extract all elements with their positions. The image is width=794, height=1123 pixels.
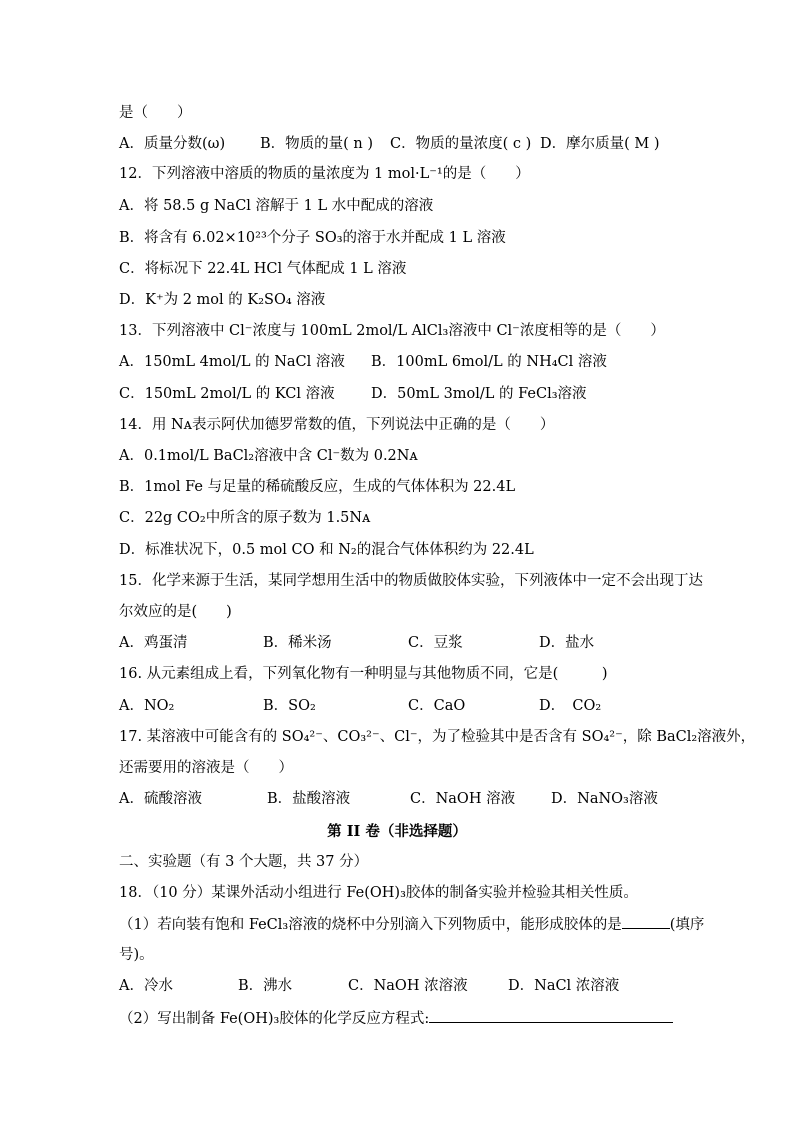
q15-option-a: A．鸡蛋清 xyxy=(119,635,188,651)
q13-stem: 13．下列溶液中 Cl⁻浓度与 100mL 2mol/L AlCl₃溶液中 Cl⁻浓度相等的是（ ） xyxy=(119,323,665,339)
q11-option-c: C．物质的量浓度( c ) xyxy=(390,136,532,152)
q14-option-a: A．0.1mol/L BaCl₂溶液中含 Cl⁻数为 0.2Nᴀ xyxy=(119,448,418,464)
q14-option-b: B．1mol Fe 与足量的稀硫酸反应，生成的气体体积为 22.4L xyxy=(119,479,516,495)
q18-sub2-text: （2）写出制备 Fe(OH)₃胶体的化学反应方程式: xyxy=(119,1011,430,1027)
q15-continuation: 尔效应的是( ) xyxy=(119,604,232,620)
q18-sub2 xyxy=(119,1008,673,1029)
q18-stem: 18．（10 分）某课外活动小组进行 Fe(OH)₃胶体的制备实验并检验其相关性质。 xyxy=(119,885,638,901)
q17-option-b: B．盐酸溶液 xyxy=(267,791,351,807)
q17-continuation: 还需要用的溶液是（ ） xyxy=(119,760,293,776)
q18-option-c: C．NaOH 浓溶液 xyxy=(348,978,468,994)
q15-option-b: B．稀米汤 xyxy=(263,635,332,651)
q18-sub1-blank[interactable] xyxy=(622,914,670,929)
section-title: 第 II 卷（非选择题） xyxy=(327,823,467,840)
q15-stem: 15．化学来源于生活，某同学想用生活中的物质做胶体实验，下列液体中一定不会出现丁达 xyxy=(119,573,703,589)
q14-stem: 14．用 Nᴀ表示阿伏加德罗常数的值，下列说法中正确的是（ ） xyxy=(119,417,555,433)
q11-option-a: A．质量分数(ω) xyxy=(119,136,226,152)
q12-stem: 12．下列溶液中溶质的物质的量浓度为 1 mol·L⁻¹的是（ ） xyxy=(119,166,530,182)
q18-sub1-tail: (填序 xyxy=(669,917,705,933)
q13-option-b: B．100mL 6mol/L 的 NH₄Cl 溶液 xyxy=(371,354,607,370)
q18-sub1-continuation: 号)。 xyxy=(119,947,154,963)
q16-option-b: B．SO₂ xyxy=(263,698,316,714)
q11-continuation: 是（ ） xyxy=(119,105,192,121)
q18-sub2-blank[interactable] xyxy=(429,1008,673,1023)
q17-option-d: D．NaNO₃溶液 xyxy=(551,791,658,807)
q13-option-d: D．50mL 3mol/L 的 FeCl₃溶液 xyxy=(371,386,587,402)
q17-stem: 17. 某溶液中可能含有的 SO₄²⁻、CO₃²⁻、Cl⁻，为了检验其中是否含有 SO₄²⁻，除 BaCl₂溶液外， xyxy=(119,729,756,745)
q11-option-b: B．物质的量( n ) xyxy=(260,136,374,152)
q13-option-c: C．150mL 2mol/L 的 KCl 溶液 xyxy=(119,386,335,402)
q14-option-c: C．22g CO₂中所含的原子数为 1.5Nᴀ xyxy=(119,510,371,526)
q18-option-d: D．NaCl 浓溶液 xyxy=(508,978,620,994)
q18-option-a: A．冷水 xyxy=(119,978,173,994)
q16-stem: 16. 从元素组成上看，下列氧化物有一种明显与其他物质不同，它是( ) xyxy=(119,666,608,682)
q14-option-d: D．标准状况下，0.5 mol CO 和 N₂的混合气体体积约为 22.4L xyxy=(119,542,534,558)
q15-option-c: C．豆浆 xyxy=(408,635,463,651)
q15-option-d: D．盐水 xyxy=(539,635,595,651)
q12-option-a: A．将 58.5 g NaCl 溶解于 1 L 水中配成的溶液 xyxy=(119,198,434,214)
q17-option-c: C．NaOH 溶液 xyxy=(410,791,516,807)
q11-option-d: D．摩尔质量( M ) xyxy=(540,136,660,152)
q18-sub1 xyxy=(119,914,704,935)
q12-option-d: D．K⁺为 2 mol 的 K₂SO₄ 溶液 xyxy=(119,292,326,308)
q17-option-a: A．硫酸溶液 xyxy=(119,791,202,807)
q18-option-b: B．沸水 xyxy=(238,978,293,994)
q12-option-b: B．将含有 6.02×10²³个分子 SO₃的溶于水并配成 1 L 溶液 xyxy=(119,230,506,246)
q12-option-c: C．将标况下 22.4L HCl 气体配成 1 L 溶液 xyxy=(119,261,407,277)
part2-heading: 二、实验题（有 3 个大题，共 37 分） xyxy=(119,854,369,870)
q18-sub1-text: （1）若向装有饱和 FeCl₃溶液的烧杯中分别滴入下列物质中，能形成胶体的是 xyxy=(119,917,622,933)
q13-option-a: A．150mL 4mol/L 的 NaCl 溶液 xyxy=(119,354,345,370)
q16-option-c: C．CaO xyxy=(408,698,466,714)
q16-option-a: A．NO₂ xyxy=(119,698,175,714)
q16-option-d: D． CO₂ xyxy=(539,698,602,714)
